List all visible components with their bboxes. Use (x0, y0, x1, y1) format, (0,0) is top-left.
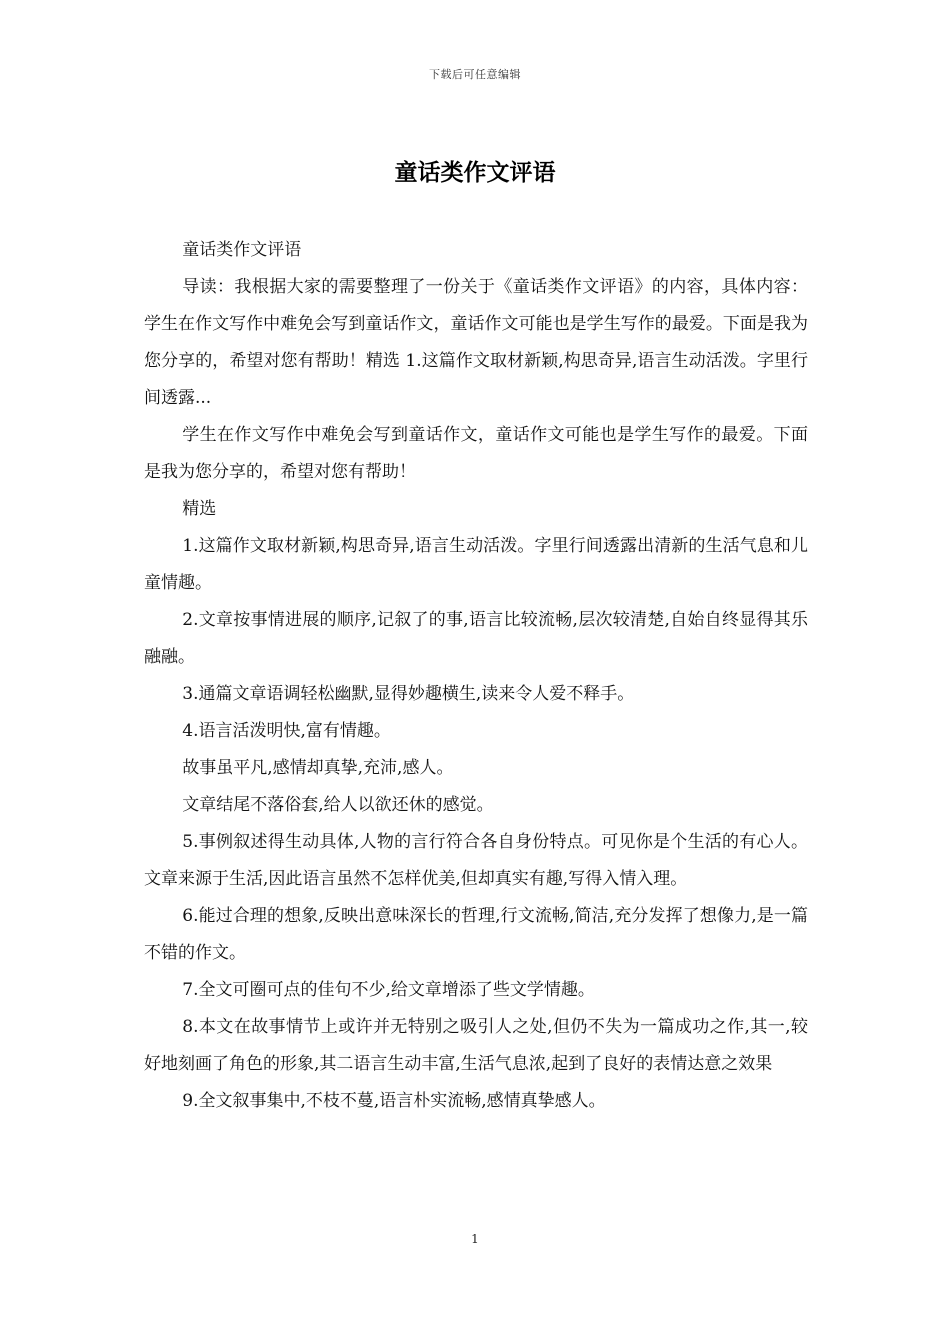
paragraph: 1.这篇作文取材新颖,构思奇异,语言生动活泼。字里行间透露出清新的生活气息和儿童情趣。 (144, 536, 808, 593)
paragraph: 故事虽平凡,感情却真挚,充沛,感人。 (182, 758, 454, 778)
paragraph: 8.本文在故事情节上或许并无特别之吸引人之处,但仍不失为一篇成功之作,其一,较好地刻画了角色的形象,其二语言生动丰富,生活气息浓,起到了良好的表情达意之效果 (144, 1017, 808, 1074)
paragraph: 3.通篇文章语调轻松幽默,显得妙趣横生,读来令人爱不释手。 (182, 684, 635, 704)
document-body (144, 232, 808, 1120)
paragraph: 导读：我根据大家的需要整理了一份关于《童话类作文评语》的内容，具体内容：学生在作文写作中难免会写到童话作文，童话作文可能也是学生写作的最爱。下面是我为您分享的，希望对您有帮助！精选 1.这篇作文取材新颖,构思奇异,语言生动活泼。字里行间透露... (144, 277, 808, 408)
paragraph: 学生在作文写作中难免会写到童话作文，童话作文可能也是学生写作的最爱。下面是我为您分享的，希望对您有帮助！ (144, 425, 808, 482)
page-number: 1 (471, 1232, 479, 1246)
paragraph: 精选 (182, 499, 217, 519)
header-note: 下载后可任意编辑 (429, 68, 521, 81)
paragraph: 9.全文叙事集中,不枝不蔓,语言朴实流畅,感情真挚感人。 (182, 1091, 606, 1111)
paragraph: 4.语言活泼明快,富有情趣。 (182, 721, 391, 741)
paragraph: 6.能过合理的想象,反映出意味深长的哲理,行文流畅,简洁,充分发挥了想像力,是一篇不错的作文。 (144, 906, 808, 963)
paragraph: 7.全文可圈可点的佳句不少,给文章增添了些文学情趣。 (182, 980, 595, 1000)
paragraph: 童话类作文评语 (182, 240, 302, 260)
paragraph: 2.文章按事情进展的顺序,记叙了的事,语言比较流畅,层次较清楚,自始自终显得其乐融融。 (144, 610, 808, 667)
paragraph: 文章结尾不落俗套,给人以欲还休的感觉。 (182, 795, 494, 815)
document-title: 童话类作文评语 (394, 159, 556, 186)
paragraph: 5.事例叙述得生动具体,人物的言行符合各自身份特点。可见你是个生活的有心人。文章来源于生活,因此语言虽然不怎样优美,但却真实有趣,写得入情入理。 (144, 832, 808, 889)
